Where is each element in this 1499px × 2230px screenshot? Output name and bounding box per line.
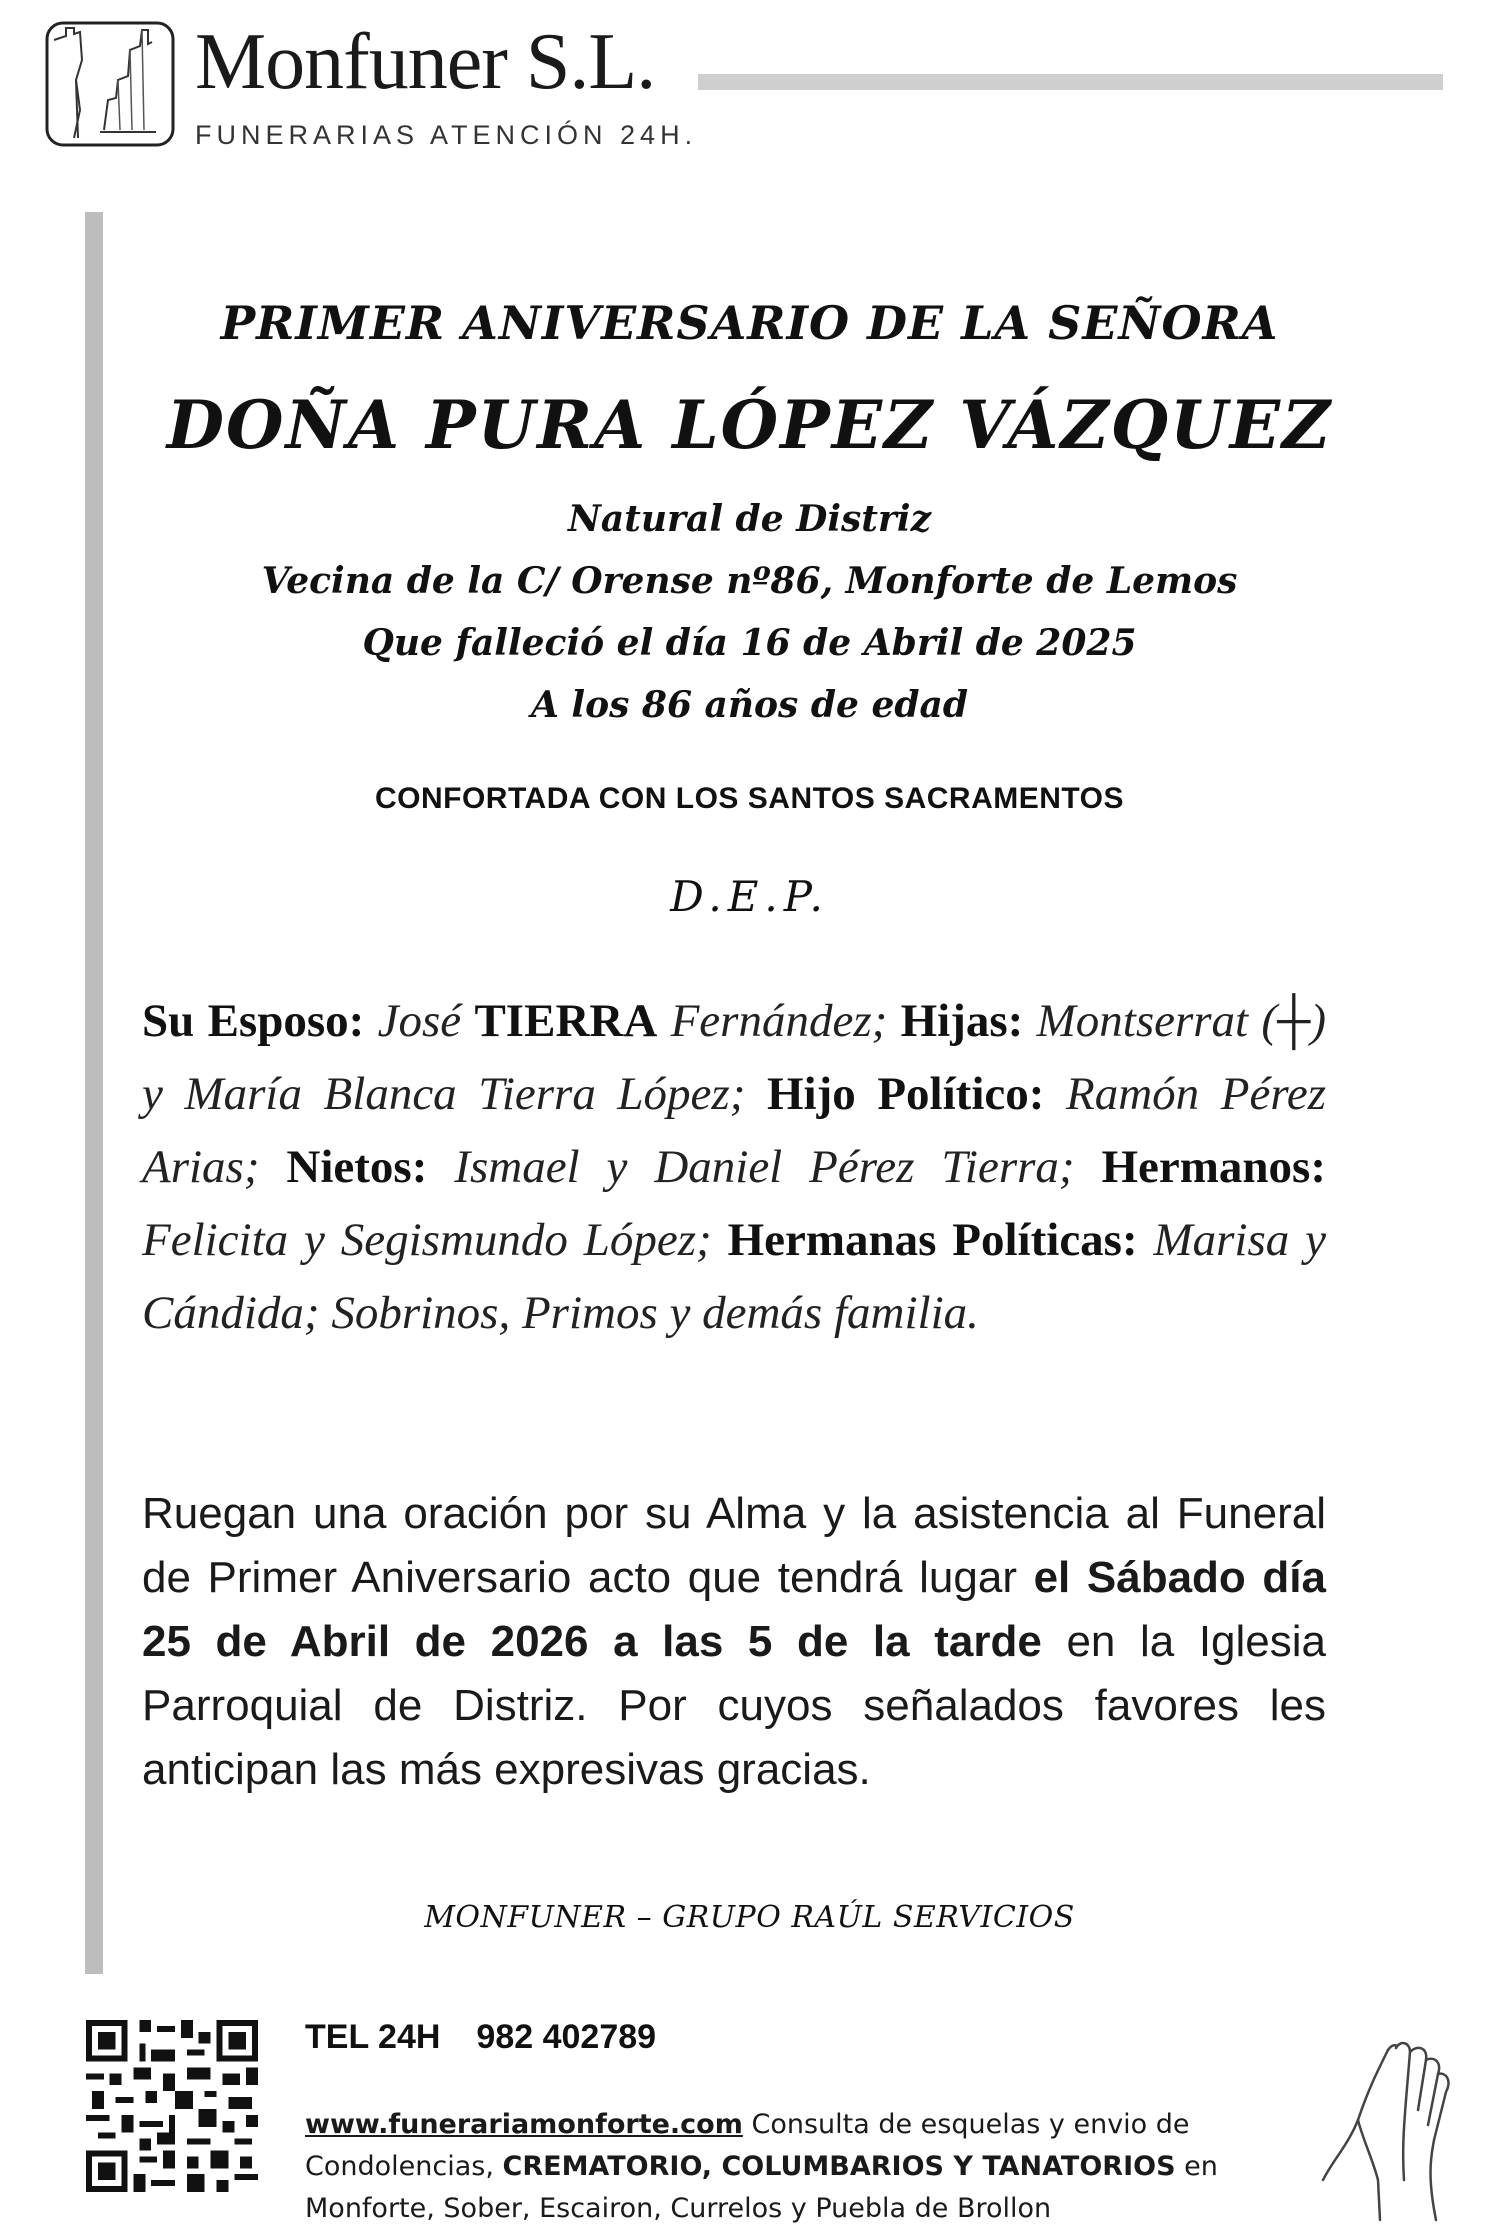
info-services: CREMATORIO, COLUMBARIOS Y TANATORIOS: [502, 2151, 1176, 2182]
esposo-first: José: [377, 995, 462, 1047]
footer-info: [305, 2104, 1315, 2230]
qr-code-icon[interactable]: [86, 2020, 258, 2192]
praying-hands-icon: [1318, 2030, 1488, 2224]
phone-label: TEL 24H: [305, 2018, 441, 2056]
heading-anniversary: PRIMER ANIVERSARIO DE LA SEÑORA: [220, 296, 1279, 350]
esposo-surname: TIERRA: [474, 995, 658, 1047]
phone-line: [305, 2018, 692, 2057]
family-paragraph: [142, 985, 1326, 1350]
funeral-date-time: el Sábado día 25 de Abril de 2026 a las 5 de la tarde: [142, 1553, 1326, 1666]
info-text-b: en Monforte, Sober, Escairon, Currelos y Puebla de Brollon: [305, 2151, 1218, 2224]
funeral-paragraph: [142, 1482, 1326, 1802]
detail-address: Vecina de la C/ Orense nº86, Monforte de Lemos: [261, 560, 1238, 602]
label-hermanas-politicas: Hermanas Políticas:: [727, 1214, 1138, 1266]
hermanos: Felicita y Segismundo López;: [142, 1214, 712, 1266]
dep-line: D.E.P.: [670, 872, 829, 921]
signature: MONFUNER – GRUPO RAÚL SERVICIOS: [424, 1900, 1075, 1935]
hijas-rest: ) y María Blanca Tierra López;: [142, 995, 1327, 1120]
brand-tagline: FUNERARIAS ATENCIÓN 24H.: [195, 120, 698, 150]
info-text-a: Consulta de esquelas y envio de Condolencias,: [305, 2109, 1190, 2182]
funeral-text-b: en la Iglesia Parroquial de Distriz. Por cuyos señalados favores les anticipan las más expresivas gracias.: [142, 1617, 1327, 1794]
family-closing: Sobrinos, Primos y demás familia.: [331, 1287, 979, 1339]
sacraments-line: CONFORTADA CON LOS SANTOS SACRAMENTOS: [374, 782, 1125, 815]
side-decorative-bar: [85, 212, 103, 1974]
hermanas-politicas: Marisa y Cándida;: [142, 1214, 1326, 1339]
brand-name: Monfuner S.L.: [195, 18, 656, 106]
label-hermanos: Hermanos:: [1101, 1141, 1326, 1193]
website-link[interactable]: www.funerariamonforte.com: [305, 2109, 743, 2140]
detail-age: A los 86 años de edad: [530, 684, 969, 726]
label-hijas: Hijas:: [900, 995, 1024, 1047]
esposo-last: Fernández;: [670, 995, 888, 1047]
hijo-politico: Ramón Pérez Arias;: [142, 1068, 1327, 1193]
header-divider: [698, 74, 1443, 90]
funeral-text-a: Ruegan una oración por su Alma y la asistencia al Funeral de Primer Aniversario acto que tendrá lugar: [142, 1489, 1326, 1602]
label-hijo-politico: Hijo Político:: [766, 1068, 1045, 1120]
label-esposo: Su Esposo:: [142, 995, 365, 1047]
nietos: Ismael y Daniel Pérez Tierra;: [454, 1141, 1075, 1193]
detail-origin: Natural de Distriz: [567, 498, 932, 540]
phone-number[interactable]: 982 402789: [476, 2018, 657, 2056]
heading-deceased-name: DOÑA PURA LÓPEZ VÁZQUEZ: [166, 386, 1333, 464]
label-nietos: Nietos:: [286, 1141, 428, 1193]
detail-death-date: Que falleció el día 16 de Abril de 2025: [362, 622, 1137, 664]
cross-icon: ┼: [1277, 995, 1311, 1047]
monfuner-logo: [44, 20, 176, 148]
hijas-first: Montserrat (: [1036, 995, 1278, 1047]
